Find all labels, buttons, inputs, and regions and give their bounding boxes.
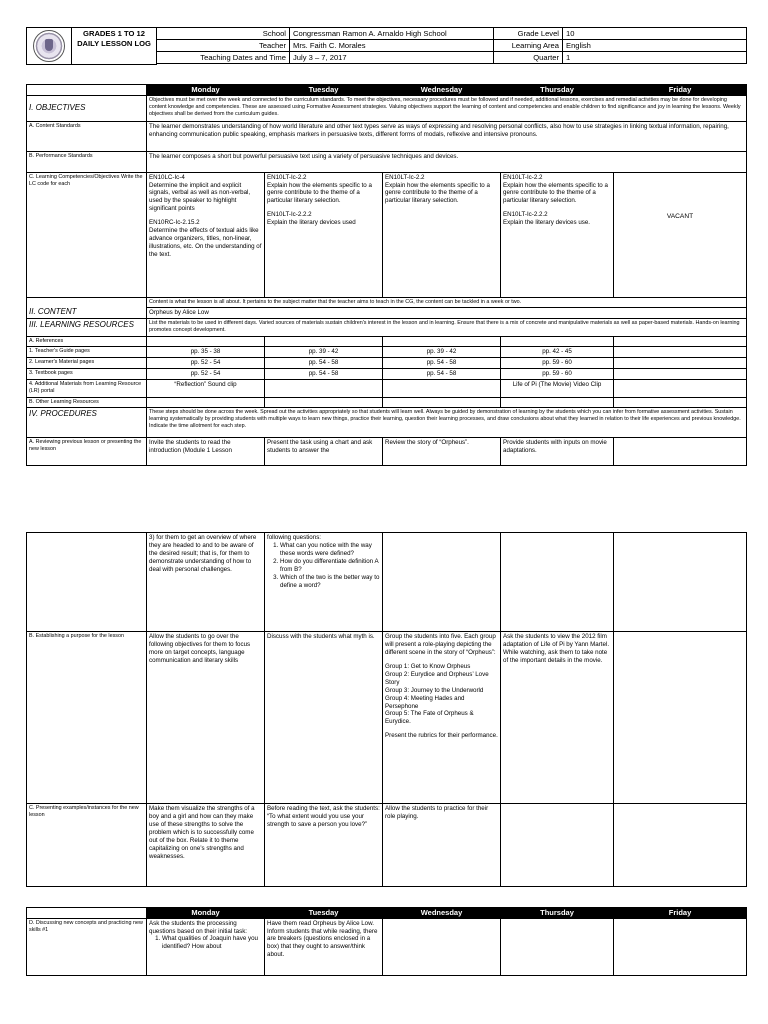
learning-resources-note: List the materials to be used in different days. Varied sources of materials sustain children's interest in the lesson and in learning. Ensure that there is a mix of concrete and manipulative materials as well as paper-based materials. Hands-on learning promotes concept development.: [147, 318, 747, 336]
group-intro: Group the students into five. Each group will present a role-playing depicting the different scene in the story of “Orpheus”:: [385, 633, 496, 656]
lc-code: EN10LC-Ic-4: [149, 173, 185, 181]
examples-tuesday: [265, 804, 383, 887]
day-tuesday: Tuesday: [265, 85, 383, 96]
day-thursday: Thursday: [501, 85, 614, 96]
references-label: A. References: [27, 336, 147, 346]
purpose-monday: Allow the students to go over the following objectives for them to focus more on target concepts, language communication and literary skills: [147, 632, 265, 804]
tg-friday: [614, 346, 747, 357]
day-wednesday: Wednesday: [383, 85, 501, 96]
lc-text: Explain how the elements specific to a genre contribute to the theme of a particular literary selection.: [385, 181, 490, 205]
tg-tuesday: pp. 39 - 42: [265, 346, 383, 357]
lc-text: Explain the literary devices use.: [503, 219, 591, 227]
learners-material-label: 2. Learner's Material pages: [27, 357, 147, 368]
discussing-concepts-label: D. Discussing new concepts and practicing new skills #1: [27, 918, 147, 975]
teacher-label: Teacher: [157, 39, 290, 51]
objectives-note: Objectives must be met over the week and connected to the curriculum standards. To meet the objectives, necessary procedures must be followed and if needed, additional lessons, exercises and remedial activities may be done for developing content knowledge and competencies. These are assessed using Formative Assessment strategies. Valuing objectives support the learning of content and competencies and enable children to find significance and joy in learning the lessons. Weekly objectives shall be derived from the curriculum guides.: [147, 95, 747, 121]
reviewing-tuesday-cont: [265, 533, 383, 632]
am-wednesday: [383, 379, 501, 397]
reviewing-wednesday: Review the story of “Orpheus”.: [383, 437, 501, 465]
day-monday: Monday: [147, 908, 265, 919]
competencies-thursday: [501, 172, 614, 297]
reviewing-thursday: Provide students with inputs on movie adaptations.: [501, 437, 614, 465]
tb-monday: pp. 52 - 54: [147, 368, 265, 379]
tb-thursday: pp. 59 - 60: [501, 368, 614, 379]
additional-materials-label: 4. Additional Materials from Learning Resource (LR) portal: [27, 379, 147, 397]
other-resources-label: B. Other Learning Resources: [27, 397, 147, 407]
lc-code: EN10LT-Ic-2.2: [503, 173, 543, 181]
reviewing-monday-cont: 3) for them to get an overview of where they are headed to and to be aware of the desired result; that is, for them to demonstrate understanding of how to deal with personal challenges.: [147, 533, 265, 632]
lc-code: EN10RC-Ic-2.15.2: [149, 219, 200, 227]
day-friday: Friday: [614, 908, 747, 919]
learning-area-value: English: [563, 39, 747, 51]
lc-code: EN10LT-Ic-2.2.2: [267, 211, 312, 219]
discussing-monday: [147, 918, 265, 975]
day-wednesday: Wednesday: [383, 908, 501, 919]
deped-seal-icon: [33, 30, 65, 62]
content-note: Content is what the lesson is all about. It pertains to the subject matter that the teacher aims to teach in the CG, the content can be tackled in a week or two.: [147, 297, 747, 307]
am-friday: [614, 379, 747, 397]
tg-wednesday: pp. 39 - 42: [383, 346, 501, 357]
lm-tuesday: pp. 54 - 58: [265, 357, 383, 368]
am-tuesday: [265, 379, 383, 397]
quarter-label: Quarter: [494, 51, 563, 63]
day-monday: Monday: [147, 85, 265, 96]
grade-level-label: Grade Level: [494, 28, 563, 40]
establishing-purpose-label: B. Establishing a purpose for the lesson: [27, 632, 147, 804]
tb-tuesday: pp. 54 - 58: [265, 368, 383, 379]
quarter-value: 1: [563, 51, 747, 63]
tg-thursday: pp. 42 - 45: [501, 346, 614, 357]
competencies-monday: [147, 172, 265, 297]
purpose-tuesday: Discuss with the students what myth is.: [265, 632, 383, 804]
group-item: Group 4: Meeting Hades and Persephone: [385, 694, 465, 710]
presenting-examples-label: C. Presenting examples/instances for the new lesson: [27, 804, 147, 887]
grades-title: GRADES 1 TO 12: [83, 29, 145, 38]
textbook-label: 3. Textbook pages: [27, 368, 147, 379]
lc-text: Determine the implicit and explicit signals, verbal as well as non-verbal, used by the speaker to highlight significant points: [149, 181, 251, 213]
question-item: 3. Which of the two is the better way to define a word?: [280, 574, 380, 590]
deped-seal-cell: [27, 28, 72, 65]
dates-label: Teaching Dates and Time: [157, 51, 290, 63]
lc-text: Determine the effects of textual aids like advance organizers, titles, non-linear, illustrations, etc. On the understanding of the text.: [149, 227, 262, 259]
examples-question: “To what extent would you use your strength to save a person you love?”: [267, 812, 368, 828]
lesson-table-page2: [26, 532, 747, 887]
lm-thursday: pp. 59 - 60: [501, 357, 614, 368]
lm-wednesday: pp. 54 - 58: [383, 357, 501, 368]
examples-intro: Before reading the text, ask the students:: [267, 805, 380, 812]
day-tuesday: Tuesday: [265, 908, 383, 919]
reviewing-tuesday: Present the task using a chart and ask students to answer the: [265, 437, 383, 465]
examples-wednesday: Allow the students to practice for their role playing.: [383, 804, 501, 887]
reviewing-label: A. Reviewing previous lesson or presenting the new lesson: [27, 437, 147, 465]
lc-code: EN10LT-Ic-2.2.2: [503, 211, 548, 219]
procedures-note: These steps should be done across the week. Spread out the activities appropriately so that students will learn well. Always be guided by demonstration of learning by the students which you can infer from formative assessment activities. Sustain learning systematically by providing students with multiple ways to learn new things, practice their learning, question their learning processes, and draw conclusions about what they learned in relation to their life experiences and previous knowledge. Indicate the time allotment for each step.: [147, 407, 747, 437]
school-value: Congressman Ramon A. Arnaldo High School: [290, 28, 494, 40]
competencies-tuesday: [265, 172, 383, 297]
am-monday: “Reflection” Sound clip: [147, 379, 265, 397]
performance-standards-value: The learner composes a short but powerful persuasive text using a variety of persuasive techniques and devices.: [147, 151, 747, 172]
competencies-label: C. Learning Competencies/Objectives Write the LC code for each: [27, 172, 147, 297]
question-item: 2. How do you differentiate definition A from B?: [280, 558, 380, 574]
lm-monday: pp. 52 - 54: [147, 357, 265, 368]
lc-code: EN10LT-Ic-2.2: [385, 173, 425, 181]
discussing-tuesday: Have them read Orpheus by Alice Low. Inform students that while reading, there are breakers (questions enclosed in a box) that they ought to answer/think about.: [265, 918, 383, 975]
teacher-value: Mrs. Faith C. Morales: [290, 39, 494, 51]
content-value: Orpheus by Alice Low: [147, 307, 747, 318]
am-thursday: Life of Pi (The Movie) Video Clip: [501, 379, 614, 397]
purpose-wednesday: [383, 632, 501, 804]
tb-friday: [614, 368, 747, 379]
competencies-friday: VACANT: [614, 172, 747, 297]
learning-resources-heading: III. LEARNING RESOURCES: [27, 318, 147, 336]
question-item: 1. What can you notice with the way these words were defined?: [280, 542, 380, 558]
content-standards-label: A. Content Standards: [27, 121, 147, 151]
content-standards-value: The learner demonstrates understanding of how world literature and other text types serve as ways of expressing and resolving personal conflicts, also how to use strategies in linking textual information, repairing, enhancing communication public speaking, emphasis markers in persuasive texts, different forms of modals, reflexive and intensive pronouns.: [147, 121, 747, 151]
lc-text: Explain how the elements specific to a genre contribute to the theme of a particular literary selection.: [503, 181, 608, 205]
header-table: [26, 27, 747, 65]
lesson-table-page1: [26, 84, 747, 466]
group-item: Group 3: Journey to the Underworld: [385, 686, 484, 694]
lm-friday: [614, 357, 747, 368]
grade-level-value: 10: [563, 28, 747, 40]
group-item: Group 2: Eurydice and Orpheus’ Love Story: [385, 670, 489, 686]
lesson-table-page3: [26, 907, 747, 976]
learning-area-label: Learning Area: [494, 39, 563, 51]
tg-monday: pp. 35 - 38: [147, 346, 265, 357]
school-label: School: [157, 28, 290, 40]
teachers-guide-label: 1. Teacher's Guide pages: [27, 346, 147, 357]
procedures-heading: IV. PROCEDURES: [27, 407, 147, 437]
questions-intro: following questions:: [267, 534, 322, 541]
rubrics-note: Present the rubrics for their performance.: [385, 732, 498, 740]
question-item: 1. What qualities of Joaquin have you identified? How about: [162, 935, 262, 951]
day-thursday: Thursday: [501, 908, 614, 919]
content-heading: II. CONTENT: [27, 297, 147, 318]
objectives-heading: I. OBJECTIVES: [27, 95, 147, 121]
purpose-thursday: Ask the students to view the 2012 film adaptation of Life of Pi by Yann Martel. While watching, ask them to take note of the important details in the movie.: [501, 632, 614, 804]
lc-code: EN10LT-Ic-2.2: [267, 173, 307, 181]
log-title-cell: [72, 28, 157, 65]
daily-lesson-log-title: DAILY LESSON LOG: [77, 38, 151, 48]
group-item: Group 1: Get to Know Orpheus: [385, 662, 471, 670]
group-item: Group 5: The Fate of Orpheus & Eurydice.: [385, 710, 474, 726]
reviewing-monday: Invite the students to read the introduction (Module 1 Lesson: [147, 437, 265, 465]
dates-value: July 3 – 7, 2017: [290, 51, 494, 63]
lc-text: Explain the literary devices used: [267, 219, 356, 227]
day-friday: Friday: [614, 85, 747, 96]
examples-monday: Make them visualize the strengths of a boy and a girl and how can they make use of these strengths to solve the problem which is to successfully come out of the box. Relate it to theme capitalizing on one’s strengths and weaknesses.: [147, 804, 265, 887]
competencies-wednesday: [383, 172, 501, 297]
performance-standards-label: B. Performance Standards: [27, 151, 147, 172]
discussing-intro: Ask the students the processing questions based on their initial task:: [149, 919, 248, 935]
lc-text: Explain how the elements specific to a genre contribute to the theme of a particular literary selection.: [267, 181, 372, 205]
tb-wednesday: pp. 54 - 58: [383, 368, 501, 379]
